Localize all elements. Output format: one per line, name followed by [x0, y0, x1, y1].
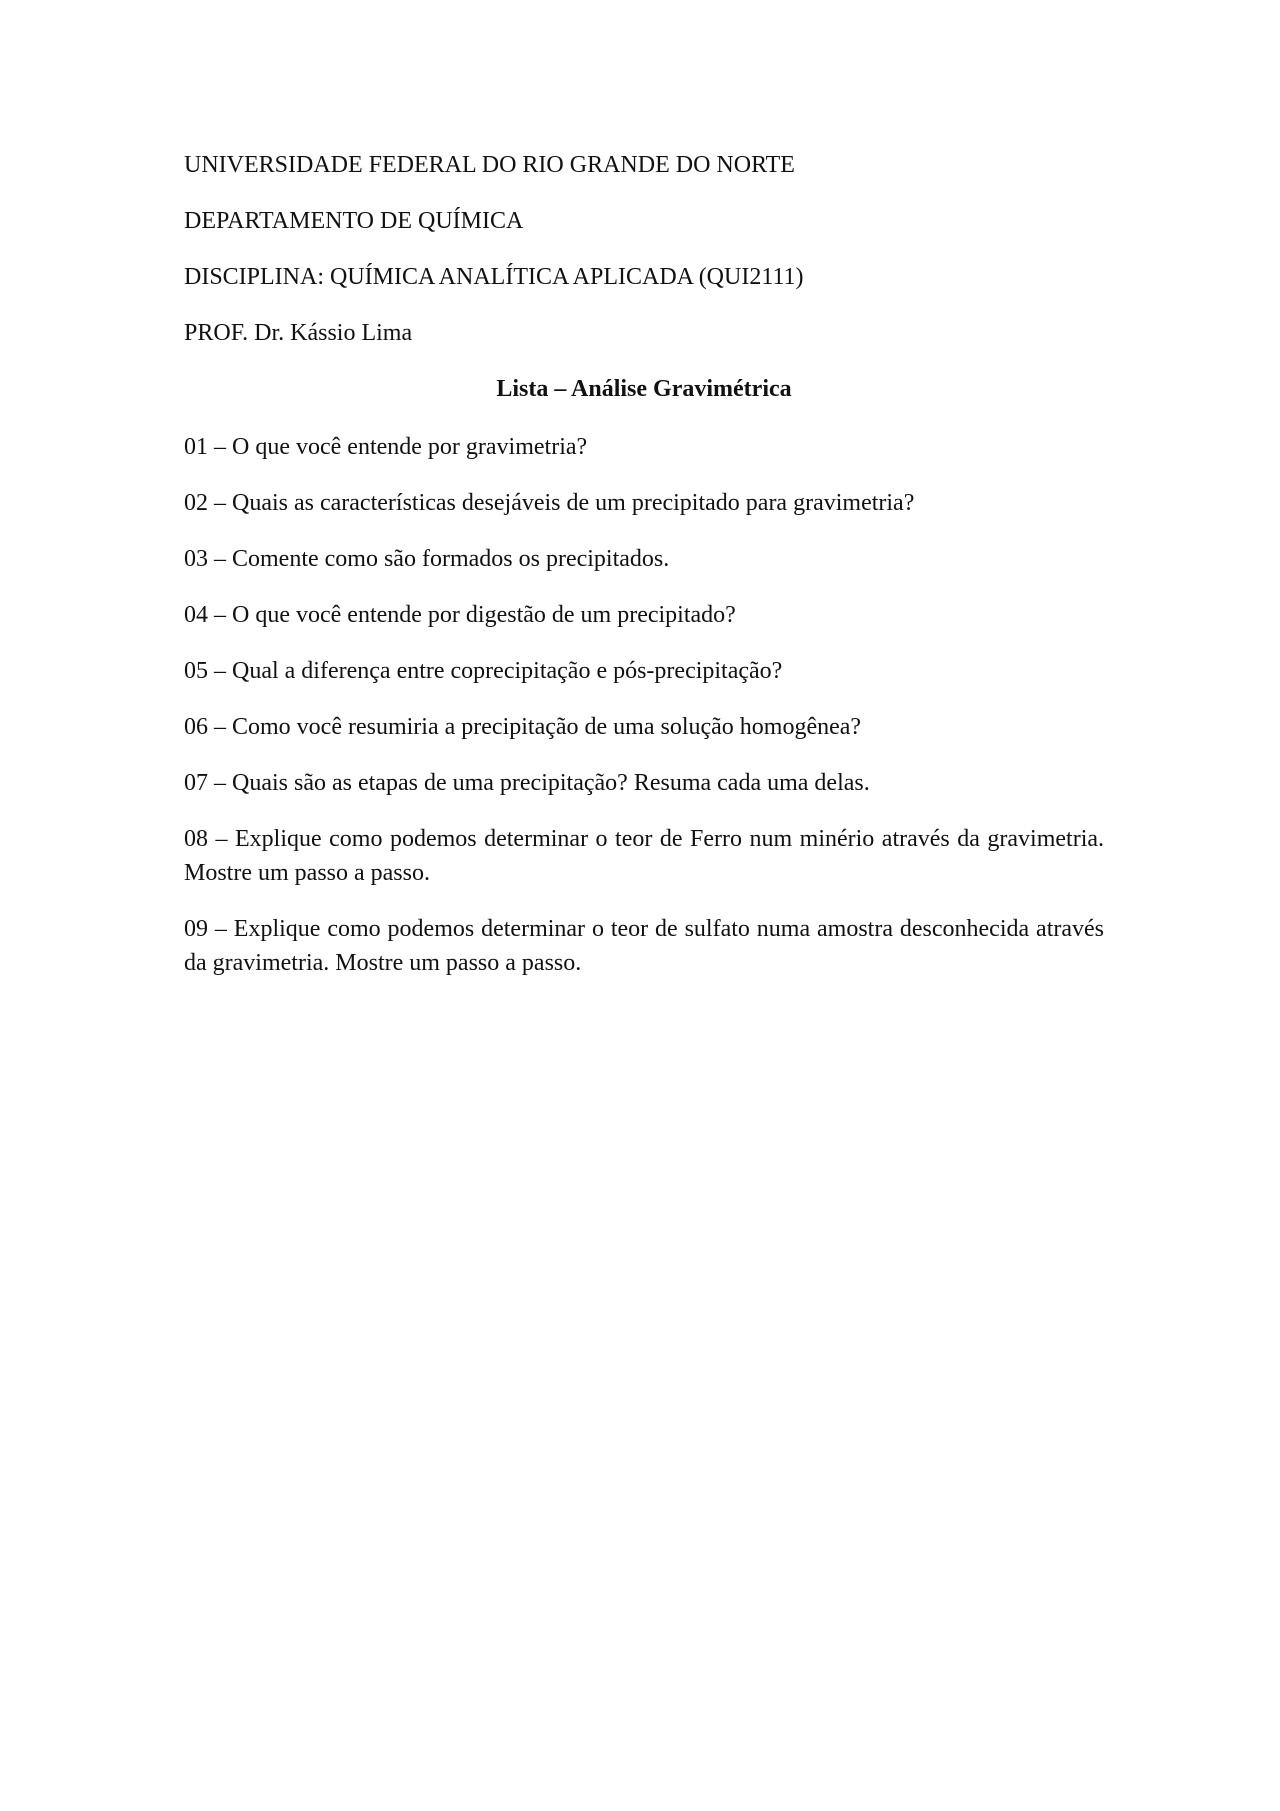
question-separator: – [208, 916, 234, 942]
question-item [184, 710, 1104, 744]
question-item [184, 486, 1104, 520]
question-item [184, 430, 1104, 464]
question-item [184, 598, 1104, 632]
question-separator: – [208, 546, 232, 572]
question-number: 07 [184, 770, 208, 796]
question-number: 08 [184, 826, 208, 852]
question-separator: – [208, 602, 232, 628]
question-number: 09 [184, 916, 208, 942]
question-number: 05 [184, 658, 208, 684]
university-name: UNIVERSIDADE FEDERAL DO RIO GRANDE DO NORTE [184, 152, 795, 178]
question-number: 02 [184, 490, 208, 516]
list-title: Lista – Análise Gravimétrica [496, 376, 792, 402]
question-number: 03 [184, 546, 208, 572]
question-item [184, 822, 1104, 890]
question-text: O que você entende por gravimetria? [232, 434, 588, 460]
question-list [184, 430, 1104, 980]
document-body [184, 150, 1104, 1002]
professor-name: PROF. Dr. Kássio Lima [184, 320, 413, 346]
question-separator: – [208, 770, 232, 796]
question-text: Explique como podemos determinar o teor de sulfato numa amostra desconhecida através da gravimetria. Mostre um passo a passo. [184, 916, 1104, 976]
question-text: O que você entende por digestão de um precipitado? [232, 602, 736, 628]
question-number: 06 [184, 714, 208, 740]
question-item [184, 654, 1104, 688]
discipline-name: DISCIPLINA: QUÍMICA ANALÍTICA APLICADA (QUI2111) [184, 264, 804, 290]
department-name: DEPARTAMENTO DE QUÍMICA [184, 208, 524, 234]
question-text: Comente como são formados os precipitados. [232, 546, 670, 572]
question-text: Como você resumiria a precipitação de uma solução homogênea? [232, 714, 862, 740]
question-text: Explique como podemos determinar o teor de Ferro num minério através da gravimetria. Mostre um passo a passo. [184, 826, 1105, 886]
question-number: 04 [184, 602, 208, 628]
question-separator: – [208, 490, 232, 516]
question-number: 01 [184, 434, 208, 460]
question-item [184, 766, 1104, 800]
question-item [184, 542, 1104, 576]
question-text: Quais as características desejáveis de um precipitado para gravimetria? [232, 490, 915, 516]
question-item [184, 912, 1104, 980]
question-separator: – [208, 826, 235, 852]
question-separator: – [208, 434, 232, 460]
question-separator: – [208, 714, 232, 740]
question-text: Quais são as etapas de uma precipitação? Resuma cada uma delas. [232, 770, 870, 796]
question-separator: – [208, 658, 232, 684]
question-text: Qual a diferença entre coprecipitação e pós-precipitação? [232, 658, 783, 684]
